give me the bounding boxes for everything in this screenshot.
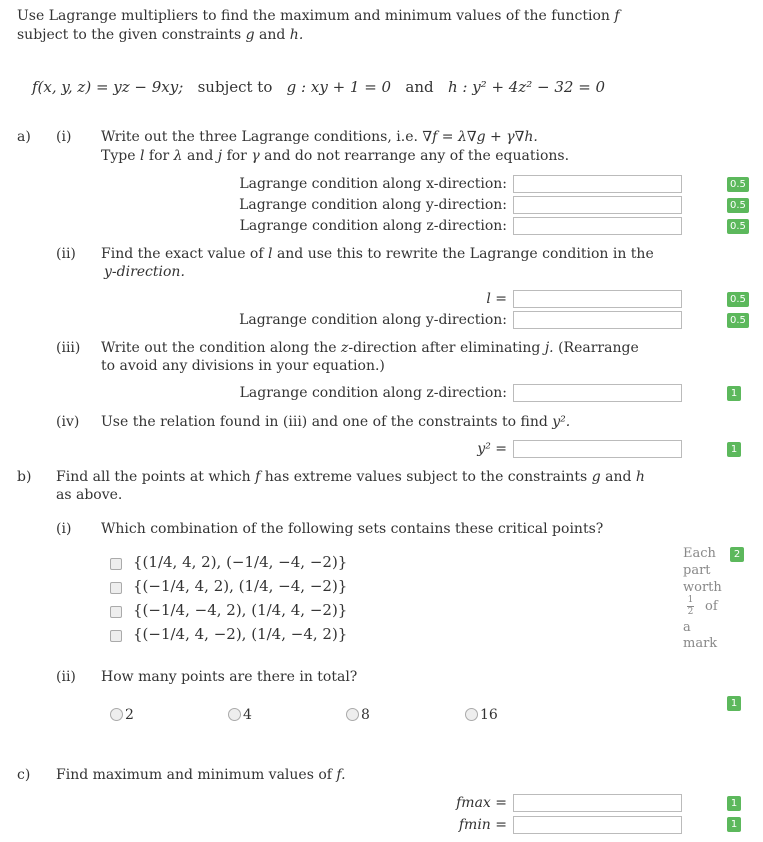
- b-text-b: has extreme values subject to the constraints: [264, 469, 588, 485]
- count-label-16: 16: [480, 707, 498, 723]
- a-ii-text-b: and use this to rewrite the Lagrange condition in the: [276, 246, 654, 262]
- x-condition-badge: 0.5: [727, 177, 749, 192]
- fmax-input[interactable]: [513, 794, 682, 812]
- b-g: g: [591, 469, 601, 485]
- part-b-ii-num: (ii): [56, 669, 76, 685]
- x-condition-label: Lagrange condition along x-direction:: [239, 176, 507, 192]
- frac-num: 1: [687, 595, 694, 605]
- part-a-iii-text-1: [101, 340, 639, 356]
- constraint-and: and: [405, 78, 434, 96]
- count-radio-8[interactable]: [346, 708, 359, 721]
- part-a-label: a): [17, 129, 31, 145]
- z-condition-badge: 0.5: [727, 219, 749, 234]
- a-i-lambda: λ: [173, 148, 183, 164]
- part-c-text: [56, 767, 346, 783]
- y-condition-badge: 0.5: [727, 198, 749, 213]
- b-and: and: [605, 469, 632, 485]
- l-value-input[interactable]: [513, 290, 682, 308]
- option-label-3: {(−1/4, −4, 2), (1/4, 4, −2)}: [133, 601, 348, 619]
- fmin-label: fmin =: [458, 817, 507, 833]
- b-f: f: [255, 469, 261, 485]
- y2-label: y² =: [477, 441, 507, 457]
- y2-badge: 1: [727, 442, 741, 457]
- intro-text: Use Lagrange multipliers to find the maximum and minimum values of the function: [17, 8, 610, 24]
- subject-to: subject to: [197, 78, 273, 96]
- y2-input[interactable]: [513, 440, 682, 458]
- c-f: f.: [336, 767, 346, 783]
- problem-statement: [32, 78, 605, 96]
- y-condition-rewrite-badge: 0.5: [727, 313, 749, 328]
- y-condition-label: Lagrange condition along y-direction:: [239, 197, 507, 213]
- a-i-text-end: and do not rearrange any of the equations.: [264, 148, 570, 164]
- frac-den: 2: [687, 607, 694, 617]
- option-label-2: {(−1/4, 4, 2), (1/4, −4, −2)}: [133, 577, 348, 595]
- part-b-i-question: Which combination of the following sets contains these critical points?: [101, 521, 604, 537]
- part-a-i-num: (i): [56, 129, 72, 145]
- a-i-and: and: [186, 148, 214, 164]
- part-a-iv-text: [101, 414, 570, 430]
- part-b-ii-question: How many points are there in total?: [101, 669, 358, 685]
- constraint-g: g : xy + 1 = 0: [286, 78, 392, 96]
- z-condition-label: Lagrange condition along z-direction:: [239, 218, 507, 234]
- z-eliminated-input[interactable]: [513, 384, 682, 402]
- intro-h: h.: [289, 27, 304, 43]
- b-h: h: [635, 469, 645, 485]
- lagrange-eq: ∇f = λ∇g + γ∇h.: [422, 129, 538, 145]
- intro-g: g: [245, 27, 255, 43]
- function-def: f(x, y, z) = yz − 9xy;: [32, 78, 184, 96]
- note-of: of: [705, 599, 718, 614]
- a-iii-z: z: [340, 340, 349, 356]
- a-i-l: l: [139, 148, 145, 164]
- part-a-ii-text-2: y-direction.: [104, 264, 185, 280]
- part-b-text-1: [56, 469, 645, 485]
- part-a-iii-num: (iii): [56, 340, 81, 356]
- a-ii-text: Find the exact value of: [101, 246, 264, 262]
- z-eliminated-badge: 1: [727, 386, 741, 401]
- a-i-type: Type: [101, 148, 136, 164]
- y-condition-rewrite-label: Lagrange condition along y-direction:: [239, 312, 507, 328]
- a-iii-j: j.: [544, 340, 554, 356]
- option-checkbox-4[interactable]: [110, 630, 122, 642]
- z-condition-input[interactable]: [513, 217, 682, 235]
- part-a-ii-num: (ii): [56, 246, 76, 262]
- option-checkbox-3[interactable]: [110, 606, 122, 618]
- fmax-label: fmax =: [456, 795, 507, 811]
- count-label-4: 4: [243, 707, 252, 723]
- fmin-badge: 1: [727, 817, 741, 832]
- fmax-badge: 1: [727, 796, 741, 811]
- a-ii-l: l: [268, 246, 273, 262]
- intro-f: f: [614, 8, 620, 24]
- option-checkbox-1[interactable]: [110, 558, 122, 570]
- count-radio-4[interactable]: [228, 708, 241, 721]
- l-value-label: l =: [486, 291, 507, 307]
- option-label-4: {(−1/4, 4, −2), (1/4, −4, 2)}: [133, 625, 348, 643]
- note-mark: mark: [683, 636, 718, 651]
- part-a-i-text-2: [101, 148, 569, 164]
- a-i-gamma: γ: [251, 148, 260, 164]
- intro-and: and: [259, 27, 286, 43]
- count-radio-16[interactable]: [465, 708, 478, 721]
- a-iii-text-c: (Rearrange: [558, 340, 639, 356]
- intro-text-2: subject to the given constraints: [17, 27, 242, 43]
- a-i-j: j: [217, 148, 223, 164]
- a-i-text: Write out the three Lagrange conditions, i.e.: [101, 129, 418, 145]
- part-a-ii-text-1: [101, 246, 654, 262]
- a-iii-text-b: -direction after eliminating: [348, 340, 541, 356]
- note-worth: worth: [683, 580, 722, 595]
- intro-line-1: [17, 8, 620, 24]
- part-b-i-num: (i): [56, 521, 72, 537]
- a-iv-text: Use the relation found in (iii) and one of the constraints to find: [101, 414, 548, 430]
- part-b-label: b): [17, 469, 32, 485]
- y-condition-input[interactable]: [513, 196, 682, 214]
- critical-points-badge: 2: [730, 547, 744, 562]
- constraint-h: h : y² + 4z² − 32 = 0: [447, 78, 606, 96]
- b-text: Find all the points at which: [56, 469, 251, 485]
- count-label-8: 8: [361, 707, 370, 723]
- count-radio-2[interactable]: [110, 708, 123, 721]
- part-b-text-2: as above.: [56, 487, 123, 503]
- l-value-badge: 0.5: [727, 292, 749, 307]
- part-a-iv-num: (iv): [56, 414, 80, 430]
- count-badge: 1: [727, 696, 741, 711]
- y-condition-rewrite-input[interactable]: [513, 311, 682, 329]
- c-text: Find maximum and minimum values of: [56, 767, 332, 783]
- count-label-2: 2: [125, 707, 134, 723]
- part-a-i-text-1: [101, 129, 538, 145]
- option-label-1: {(1/4, 4, 2), (−1/4, −4, −2)}: [133, 553, 348, 571]
- intro-line-2: [17, 27, 303, 43]
- x-condition-input[interactable]: [513, 175, 682, 193]
- fmin-input[interactable]: [513, 816, 682, 834]
- a-i-for: for: [148, 148, 170, 164]
- note-a: a: [683, 620, 691, 635]
- part-a-iii-text-2: to avoid any divisions in your equation.): [101, 358, 385, 374]
- note-fraction: [687, 596, 694, 617]
- a-i-for-2: for: [226, 148, 247, 164]
- a-iii-text: Write out the condition along the: [101, 340, 337, 356]
- a-iv-y2: y².: [552, 414, 571, 430]
- part-c-label: c): [17, 767, 31, 783]
- option-checkbox-2[interactable]: [110, 582, 122, 594]
- z-eliminated-label: Lagrange condition along z-direction:: [239, 385, 507, 401]
- note-each: Each: [683, 546, 716, 561]
- note-part: part: [683, 563, 711, 578]
